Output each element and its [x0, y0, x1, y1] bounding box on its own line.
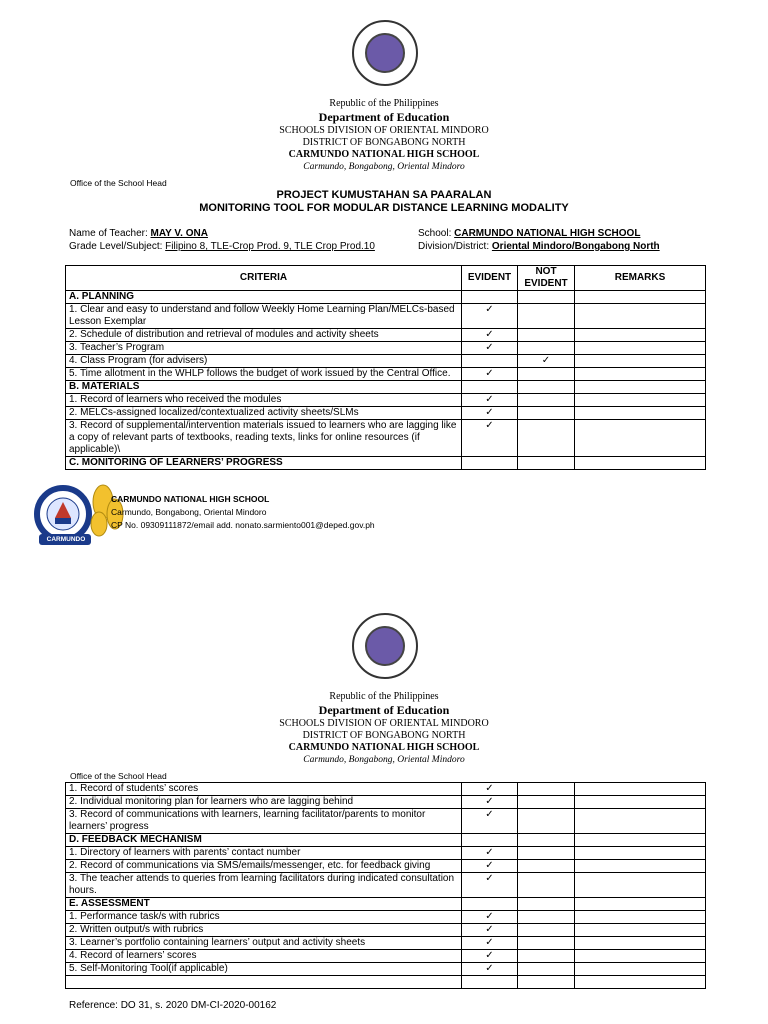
teacher-row	[69, 228, 208, 239]
remarks-cell	[575, 963, 706, 976]
criteria-cell: C. MONITORING OF LEARNERS’ PROGRESS	[66, 457, 462, 470]
evident-cell	[462, 834, 518, 847]
evident-cell: ✓	[462, 847, 518, 860]
criteria-cell: 1. Clear and easy to understand and follow Weekly Home Learning Plan/MELCs-based Lesson Exemplar	[66, 304, 462, 329]
table-row	[66, 911, 706, 924]
remarks-cell	[575, 809, 706, 834]
not-evident-cell	[518, 368, 575, 381]
remarks-cell	[575, 291, 706, 304]
not-evident-cell	[518, 420, 575, 457]
remarks-cell	[575, 783, 706, 796]
remarks-cell	[575, 924, 706, 937]
criteria-cell: 5. Self-Monitoring Tool(if applicable)	[66, 963, 462, 976]
evident-cell: ✓	[462, 873, 518, 898]
seal2-center-icon	[365, 626, 405, 666]
criteria-cell: 3. Record of communications with learners, learning facilitator/parents to monitor learners’ progress	[66, 809, 462, 834]
remarks-cell	[575, 394, 706, 407]
not-evident-cell	[518, 457, 575, 470]
remarks-cell	[575, 329, 706, 342]
evident-cell: ✓	[462, 368, 518, 381]
table-row	[66, 329, 706, 342]
remarks-cell	[575, 950, 706, 963]
not-evident-cell	[518, 796, 575, 809]
not-evident-cell	[518, 394, 575, 407]
not-evident-cell: ✓	[518, 355, 575, 368]
office-label: Office of the School Head	[70, 178, 167, 188]
deped-seal-page2	[352, 613, 418, 679]
remarks-cell	[575, 420, 706, 457]
grade-row	[69, 241, 375, 252]
school-label: School:	[418, 228, 455, 239]
school-line-2: CARMUNDO NATIONAL HIGH SCHOOL	[288, 742, 480, 753]
logo-banner: CARMUNDO	[46, 536, 86, 543]
not-evident-cell	[518, 783, 575, 796]
division-row	[418, 241, 660, 252]
republic-line: Republic of the Philippines	[329, 98, 439, 109]
criteria-cell: 2. MELCs-assigned localized/contextualized activity sheets/SLMs	[66, 407, 462, 420]
criteria-cell: 1. Record of students’ scores	[66, 783, 462, 796]
not-evident-cell	[518, 924, 575, 937]
not-evident-cell	[518, 963, 575, 976]
table-row	[66, 796, 706, 809]
not-evident-cell	[518, 937, 575, 950]
title-line-2: MONITORING TOOL FOR MODULAR DISTANCE LEARNING MODALITY	[199, 202, 569, 214]
teacher-name: MAY V. ONA	[150, 228, 208, 239]
criteria-cell: A. PLANNING	[66, 291, 462, 304]
remarks-cell	[575, 342, 706, 355]
footer-school: CARMUNDO NATIONAL HIGH SCHOOL	[111, 494, 270, 504]
table-row	[66, 924, 706, 937]
criteria-cell: 2. Written output/s with rubrics	[66, 924, 462, 937]
criteria-header: CRITERIA	[66, 266, 462, 291]
evident-cell	[462, 355, 518, 368]
evident-cell	[462, 898, 518, 911]
remarks-cell	[575, 368, 706, 381]
remarks-cell	[575, 847, 706, 860]
not-evident-cell	[518, 381, 575, 394]
department-line: Department of Education	[318, 110, 450, 124]
not-evident-cell	[518, 342, 575, 355]
not-evident-cell	[518, 304, 575, 329]
remarks-cell	[575, 355, 706, 368]
division-line-2: SCHOOLS DIVISION OF ORIENTAL MINDORO	[279, 718, 489, 729]
evident-cell	[462, 291, 518, 304]
table-row	[66, 834, 706, 847]
school-value: CARMUNDO NATIONAL HIGH SCHOOL	[454, 228, 641, 239]
evident-cell: ✓	[462, 796, 518, 809]
division-line: SCHOOLS DIVISION OF ORIENTAL MINDORO	[279, 125, 489, 136]
criteria-cell: E. ASSESSMENT	[66, 898, 462, 911]
teacher-label: Name of Teacher:	[69, 228, 151, 239]
not-evident-header: NOT EVIDENT	[518, 266, 575, 291]
remarks-cell	[575, 834, 706, 847]
evident-cell: ✓	[462, 937, 518, 950]
reference-line: Reference: DO 31, s. 2020 DM-CI-2020-00162	[69, 1000, 277, 1011]
evident-cell: ✓	[462, 809, 518, 834]
table-row	[66, 407, 706, 420]
evident-cell: ✓	[462, 342, 518, 355]
evident-cell: ✓	[462, 783, 518, 796]
table-row	[66, 847, 706, 860]
remarks-cell	[575, 407, 706, 420]
table-row	[66, 963, 706, 976]
table-row	[66, 873, 706, 898]
evident-cell	[462, 381, 518, 394]
evident-cell	[462, 976, 518, 989]
table-row	[66, 291, 706, 304]
evident-cell: ✓	[462, 420, 518, 457]
not-evident-cell	[518, 291, 575, 304]
table-row	[66, 355, 706, 368]
criteria-cell	[66, 976, 462, 989]
grade-value: Filipino 8, TLE-Crop Prod. 9, TLE Crop Prod.10	[165, 241, 375, 252]
remarks-cell	[575, 860, 706, 873]
division-label: Division/District:	[418, 241, 492, 252]
table-row	[66, 420, 706, 457]
not-evident-cell	[518, 976, 575, 989]
criteria-cell: 2. Schedule of distribution and retrieval of modules and activity sheets	[66, 329, 462, 342]
deped-seal-top	[352, 20, 418, 86]
criteria-cell: 1. Record of learners who received the modules	[66, 394, 462, 407]
criteria-cell: D. FEEDBACK MECHANISM	[66, 834, 462, 847]
remarks-cell	[575, 937, 706, 950]
evident-cell: ✓	[462, 394, 518, 407]
remarks-cell	[575, 796, 706, 809]
evident-cell: ✓	[462, 304, 518, 329]
footer-contact: CP No. 09309111872/email add. nonato.sarmiento001@deped.gov.ph	[111, 520, 375, 530]
district-line-2: DISTRICT OF BONGABONG NORTH	[302, 730, 466, 741]
evident-cell: ✓	[462, 963, 518, 976]
criteria-cell: 3. The teacher attends to queries from learning facilitators during indicated consultation hours.	[66, 873, 462, 898]
remarks-cell	[575, 873, 706, 898]
table-row	[66, 381, 706, 394]
address-line: Carmundo, Bongabong, Oriental Mindoro	[303, 162, 465, 172]
table-row	[66, 898, 706, 911]
table-row	[66, 783, 706, 796]
evident-header: EVIDENT	[462, 266, 518, 291]
school-row	[418, 228, 640, 239]
criteria-cell: 1. Performance task/s with rubrics	[66, 911, 462, 924]
department-line-2: Department of Education	[318, 703, 450, 717]
criteria-cell: 2. Individual monitoring plan for learners who are lagging behind	[66, 796, 462, 809]
criteria-table-page2	[65, 782, 706, 989]
remarks-cell	[575, 304, 706, 329]
address-line-2: Carmundo, Bongabong, Oriental Mindoro	[303, 755, 465, 765]
remarks-cell	[575, 457, 706, 470]
remarks-cell	[575, 898, 706, 911]
evident-cell: ✓	[462, 329, 518, 342]
criteria-cell: 3. Teacher’s Program	[66, 342, 462, 355]
table-row	[66, 937, 706, 950]
criteria-cell: 3. Learner’s portfolio containing learners’ output and activity sheets	[66, 937, 462, 950]
not-evident-cell	[518, 898, 575, 911]
not-evident-cell	[518, 407, 575, 420]
criteria-table-page1	[65, 265, 706, 470]
table-row	[66, 342, 706, 355]
republic-line-2: Republic of the Philippines	[329, 691, 439, 702]
not-evident-cell	[518, 911, 575, 924]
table-row	[66, 304, 706, 329]
criteria-cell: 3. Record of supplemental/intervention materials issued to learners who are lagging like a copy of relevant parts of textbooks, reading texts, links for online resources (if applicable)\	[66, 420, 462, 457]
evident-cell: ✓	[462, 924, 518, 937]
district-line: DISTRICT OF BONGABONG NORTH	[302, 137, 466, 148]
remarks-cell	[575, 911, 706, 924]
table-row	[66, 457, 706, 470]
table-row	[66, 368, 706, 381]
table-row	[66, 394, 706, 407]
criteria-cell: 1. Directory of learners with parents’ contact number	[66, 847, 462, 860]
grade-label: Grade Level/Subject:	[69, 241, 166, 252]
school-line: CARMUNDO NATIONAL HIGH SCHOOL	[288, 149, 480, 160]
criteria-cell: 2. Record of communications via SMS/emails/messenger, etc. for feedback giving	[66, 860, 462, 873]
table-row	[66, 809, 706, 834]
criteria-cell: 5. Time allotment in the WHLP follows the budget of work issued by the Central Office.	[66, 368, 462, 381]
criteria-cell: B. MATERIALS	[66, 381, 462, 394]
remarks-cell	[575, 381, 706, 394]
not-evident-cell	[518, 950, 575, 963]
not-evident-cell	[518, 809, 575, 834]
evident-cell: ✓	[462, 911, 518, 924]
table-row	[66, 976, 706, 989]
evident-cell: ✓	[462, 860, 518, 873]
criteria-cell: 4. Class Program (for advisers)	[66, 355, 462, 368]
remarks-header: REMARKS	[575, 266, 706, 291]
division-value: Oriental Mindoro/Bongabong North	[491, 241, 660, 252]
not-evident-cell	[518, 329, 575, 342]
not-evident-cell	[518, 860, 575, 873]
not-evident-cell	[518, 873, 575, 898]
office-label-2: Office of the School Head	[70, 771, 167, 781]
table-row	[66, 950, 706, 963]
criteria-cell: 4. Record of learners’ scores	[66, 950, 462, 963]
evident-cell: ✓	[462, 950, 518, 963]
seal-center-icon	[365, 33, 405, 73]
not-evident-cell	[518, 847, 575, 860]
evident-cell	[462, 457, 518, 470]
remarks-cell	[575, 976, 706, 989]
footer-address: Carmundo, Bongabong, Oriental Mindoro	[111, 507, 267, 517]
evident-cell: ✓	[462, 407, 518, 420]
title-line-1: PROJECT KUMUSTAHAN SA PAARALAN	[276, 189, 492, 201]
not-evident-cell	[518, 834, 575, 847]
table-row	[66, 860, 706, 873]
